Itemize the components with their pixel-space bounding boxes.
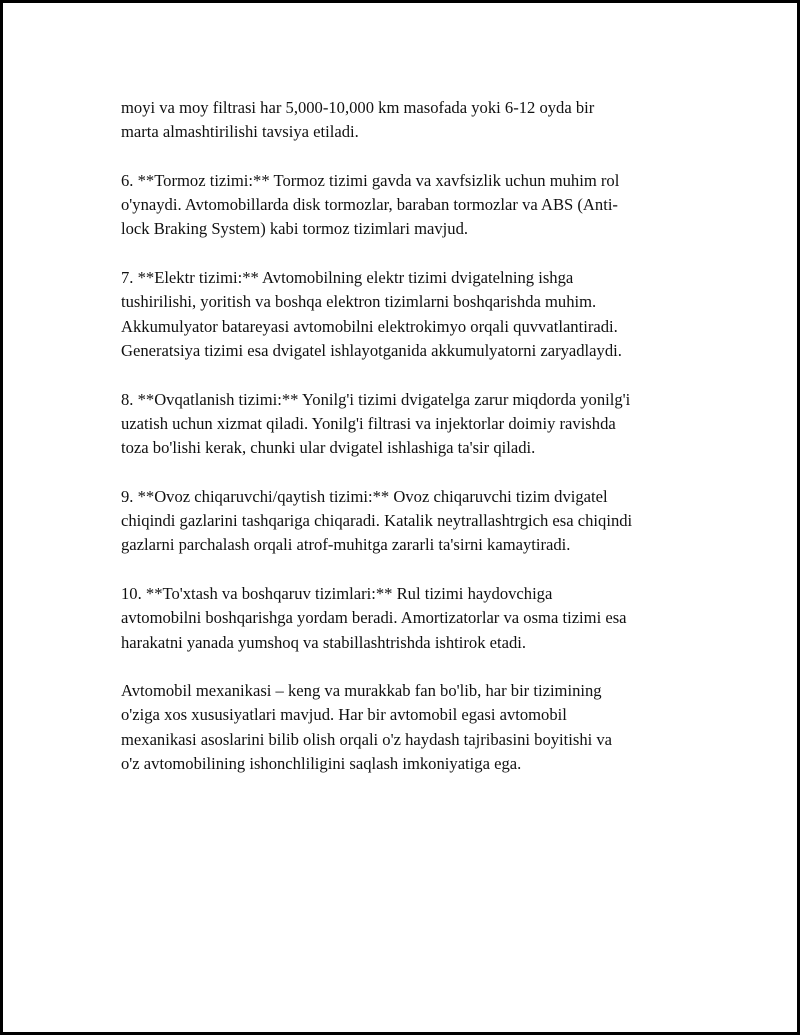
paragraph-oil-filter — [121, 96, 721, 145]
text-line: lock Braking System) kabi tormoz tizimlari mavjud. — [121, 219, 469, 239]
text-line: 7. **Elektr tizimi:** Avtomobilning elektr tizimi dvigatelning ishga — [121, 268, 574, 288]
text-line: uzatish uchun xizmat qiladi. Yonilg'i filtrasi va injektorlar doimiy ravishda — [121, 413, 616, 433]
text-line: o'ziga xos xususiyatlari mavjud. Har bir avtomobil egasi avtomobil — [121, 705, 567, 725]
text-line: toza bo'lishi kerak, chunki ular dvigatel ishlashiga ta'sir qiladi. — [121, 438, 536, 458]
text-line: 6. **Tormoz tizimi:** Tormoz tizimi gavda va xavfsizlik uchun muhim rol — [121, 170, 620, 190]
text-line: Generatsiya tizimi esa dvigatel ishlayotganida akkumulyatorni zaryadlaydi. — [121, 340, 622, 360]
text-line: o'ynaydi. Avtomobillarda disk tormozlar, baraban tormozlar va ABS (Anti- — [121, 195, 618, 215]
text-line: 9. **Ovoz chiqaruvchi/qaytish tizimi:** Ovoz chiqaruvchi tizim dvigatel — [121, 486, 608, 506]
text-line: avtomobilni boshqarishga yordam beradi. Amortizatorlar va osma tizimi esa — [121, 608, 627, 628]
text-line: o'z avtomobilining ishonchliligini saqlash imkoniyatiga ega. — [121, 754, 522, 774]
paragraph-fuel-system — [121, 388, 721, 461]
text-line: marta almashtirilishi tavsiya etiladi. — [121, 122, 359, 142]
document-body — [121, 96, 721, 801]
text-line: Avtomobil mexanikasi – keng va murakkab fan bo'lib, har bir tizimining — [121, 681, 602, 701]
text-line: harakatni yanada yumshoq va stabillashtrishda ishtirok etadi. — [121, 632, 527, 652]
paragraph-conclusion — [121, 679, 721, 776]
text-line: Akkumulyator batareyasi avtomobilni elektrokimyo orqali quvvatlantiradi. — [121, 316, 618, 336]
paragraph-exhaust-system — [121, 485, 721, 558]
text-line: 10. **To'xtash va boshqaruv tizimlari:** Rul tizimi haydovchiga — [121, 583, 553, 603]
paragraph-brake-system — [121, 169, 721, 242]
text-line: moyi va moy filtrasi har 5,000-10,000 km masofada yoki 6-12 oyda bir — [121, 98, 595, 117]
paragraph-electrical-system — [121, 266, 721, 363]
text-line: 8. **Ovqatlanish tizimi:** Yonilg'i tizimi dvigatelga zarur miqdorda yonilg'i — [121, 389, 631, 409]
text-line: mexanikasi asoslarini bilib olish orqali o'z haydash tajribasini boyitishi va — [121, 729, 613, 749]
text-line: chiqindi gazlarini tashqariga chiqaradi. Katalik neytrallashtrgich esa chiqindi — [121, 511, 633, 531]
text-line: tushirilishi, yoritish va boshqa elektron tizimlarni boshqarishda muhim. — [121, 292, 597, 312]
text-line: gazlarni parchalash orqali atrof-muhitga zararli ta'sirni kamaytiradi. — [121, 535, 571, 555]
paragraph-steering-system — [121, 582, 721, 655]
